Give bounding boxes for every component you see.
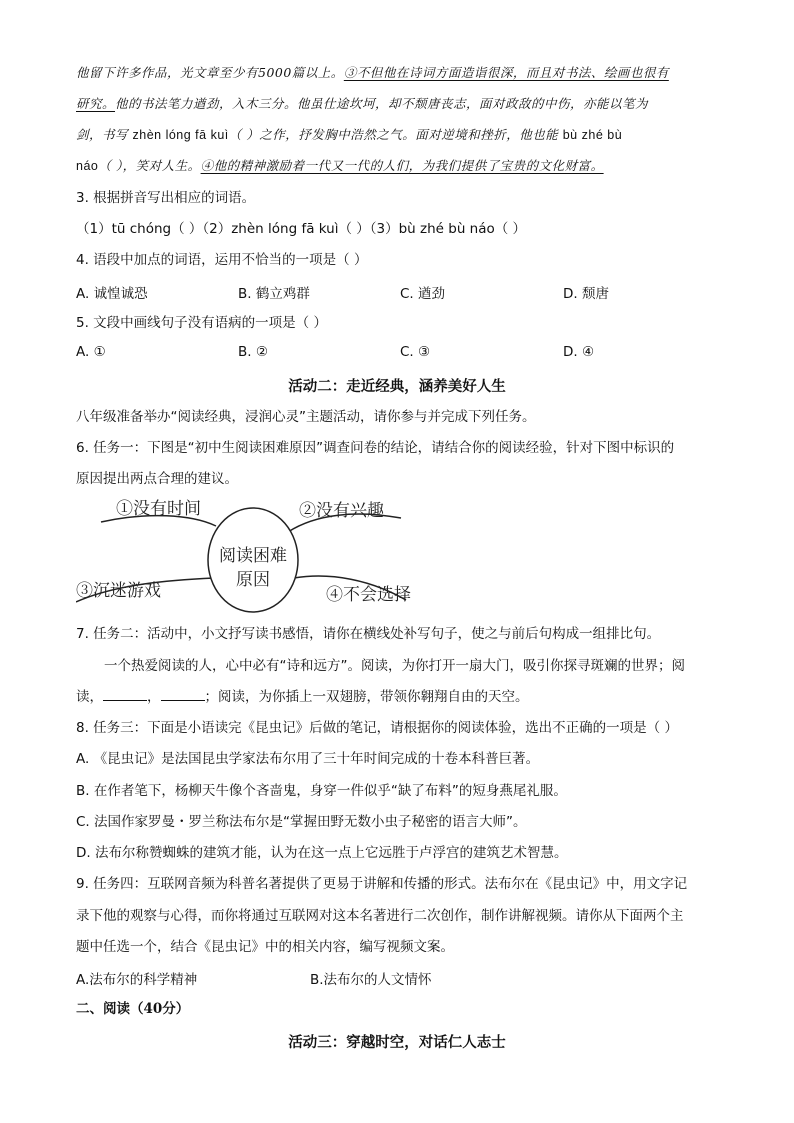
q7-text: 读， bbox=[76, 689, 103, 705]
q6-line-2: 原因提出两点合理的建议。 bbox=[76, 471, 238, 487]
q5-option-b[interactable]: B. ② bbox=[238, 344, 268, 360]
passage-text: 他的书法笔力遒劲，入木三分。他虽仕途坎坷，却不颓唐丧志，面对政敌的中伤，亦能以笔为 bbox=[115, 96, 649, 111]
underlined-sentence-3-end: 研究。 bbox=[76, 96, 116, 111]
reason-1-label: ①没有时间 bbox=[116, 499, 201, 519]
q8-option-d[interactable]: D. 法布尔称赞蜘蛛的建筑才能，认为在这一点上它远胜于卢浮宫的建筑艺术智慧。 bbox=[76, 845, 568, 861]
q8-option-b[interactable]: B. 在作者笔下，杨柳天牛像个吝啬鬼，身穿一件似乎“缺了布料”的短身燕尾礼服。 bbox=[76, 783, 567, 799]
center-label-1: 阅读困难 bbox=[219, 546, 287, 566]
q9-option-a[interactable]: A.法布尔的科学精神 bbox=[76, 972, 198, 988]
passage-line-3 bbox=[76, 125, 622, 145]
reading-difficulty-diagram bbox=[76, 492, 416, 617]
pinyin-text: zhèn lóng fā kuì bbox=[132, 128, 229, 142]
q4-stem: 4. 语段中加点的词语，运用不恰当的一项是（ ） bbox=[76, 252, 368, 268]
q9-line-2: 录下他的观察与心得，而你将通过互联网对这本名著进行二次创作，制作讲解视频。请你从下面两个主 bbox=[76, 908, 684, 924]
q7-text: ；阅读，为你插上一双翅膀，带领你翱翔自由的天空。 bbox=[204, 689, 529, 705]
reason-4-label: ④不会选择 bbox=[326, 585, 411, 605]
passage-line-2 bbox=[76, 94, 648, 114]
q5-option-a[interactable]: A. ① bbox=[76, 344, 106, 360]
passage-text: （ ），笑对人生。 bbox=[98, 158, 201, 173]
passage-line-4 bbox=[76, 156, 604, 176]
q4-option-d[interactable]: D. 颓唐 bbox=[563, 286, 609, 302]
underlined-sentence-4: ④他的精神激励着一代又一代的人们，为我们提供了宝贵的文化财富。 bbox=[200, 158, 604, 173]
section-2-title: 二、阅读（40分） bbox=[76, 1001, 190, 1017]
q7-line-1: 7. 任务二：活动中，小文抒写读书感悟，请你在横线处补写句子，使之与前后句构成一组排比句。 bbox=[76, 626, 661, 642]
underlined-sentence-3: ③不但他在诗词方面造诣很深，而且对书法、绘画也很有 bbox=[343, 65, 669, 80]
q4-option-c[interactable]: C. 遒劲 bbox=[400, 286, 446, 302]
passage-line-1 bbox=[76, 63, 669, 83]
q9-line-3: 题中任选一个，结合《昆虫记》中的相关内容，编写视频文案。 bbox=[76, 939, 454, 955]
q8-stem: 8. 任务三：下面是小语读完《昆虫记》后做的笔记，请根据你的阅读体验，选出不正确的一项是（ ） bbox=[76, 720, 678, 736]
q7-text: ， bbox=[147, 689, 161, 705]
q6-line-1: 6. 任务一：下图是“初中生阅读困难原因”调查问卷的结论，请结合你的阅读经验，针对下图中标识的 bbox=[76, 440, 675, 456]
q5-option-c[interactable]: C. ③ bbox=[400, 344, 431, 360]
passage-text: （ ）之作，抒发胸中浩然之气。面对逆境和挫折，他也能 bbox=[228, 127, 559, 142]
q3-stem: 3. 根据拼音写出相应的词语。 bbox=[76, 190, 256, 206]
q8-option-a[interactable]: A. 《昆虫记》是法国昆虫学家法布尔用了三十年时间完成的十卷本科普巨著。 bbox=[76, 751, 540, 767]
reason-2-label: ②没有兴趣 bbox=[299, 501, 384, 521]
q7-blank-1[interactable] bbox=[103, 700, 147, 701]
passage-text: 他留下许多作品，光文章至少有5000篇以上。 bbox=[76, 65, 344, 80]
center-label-2: 原因 bbox=[236, 570, 270, 590]
reason-3-label: ③沉迷游戏 bbox=[76, 581, 161, 601]
q7-line-2: 一个热爱阅读的人，心中必有“诗和远方”。阅读，为你打开一扇大门，吸引你探寻斑斓的世界；阅 bbox=[104, 658, 685, 674]
q9-line-1: 9. 任务四：互联网音频为科普名著提供了更易于讲解和传播的形式。法布尔在《昆虫记》中，用文字记 bbox=[76, 876, 688, 892]
q4-option-b[interactable]: B. 鹤立鸡群 bbox=[238, 286, 310, 302]
q5-stem: 5. 文段中画线句子没有语病的一项是（ ） bbox=[76, 315, 327, 331]
activity-3-title: 活动三：穿越时空，对话仁人志士 bbox=[288, 1034, 506, 1051]
q9-option-b[interactable]: B.法布尔的人文情怀 bbox=[310, 972, 432, 988]
q7-line-3 bbox=[76, 687, 529, 707]
pinyin-text: náo bbox=[76, 159, 99, 173]
activity-2-title: 活动二：走近经典，涵养美好人生 bbox=[288, 378, 506, 395]
q3-items: （1）tū chóng（ ）（2）zhèn lóng fā kuì（ ）（3）bù zhé bù náo（ ） bbox=[76, 221, 527, 237]
q7-blank-2[interactable] bbox=[161, 700, 205, 701]
pinyin-text: bù zhé bù bbox=[562, 128, 623, 142]
q5-option-d[interactable]: D. ④ bbox=[563, 344, 595, 360]
q4-option-a[interactable]: A. 诚惶诚恐 bbox=[76, 286, 148, 302]
activity-intro: 八年级准备举办“阅读经典，浸润心灵”主题活动，请你参与并完成下列任务。 bbox=[76, 409, 536, 425]
passage-text: 剑，书写 bbox=[76, 127, 129, 142]
q8-option-c[interactable]: C. 法国作家罗曼・罗兰称法布尔是“掌握田野无数小虫子秘密的语言大师”。 bbox=[76, 814, 527, 830]
